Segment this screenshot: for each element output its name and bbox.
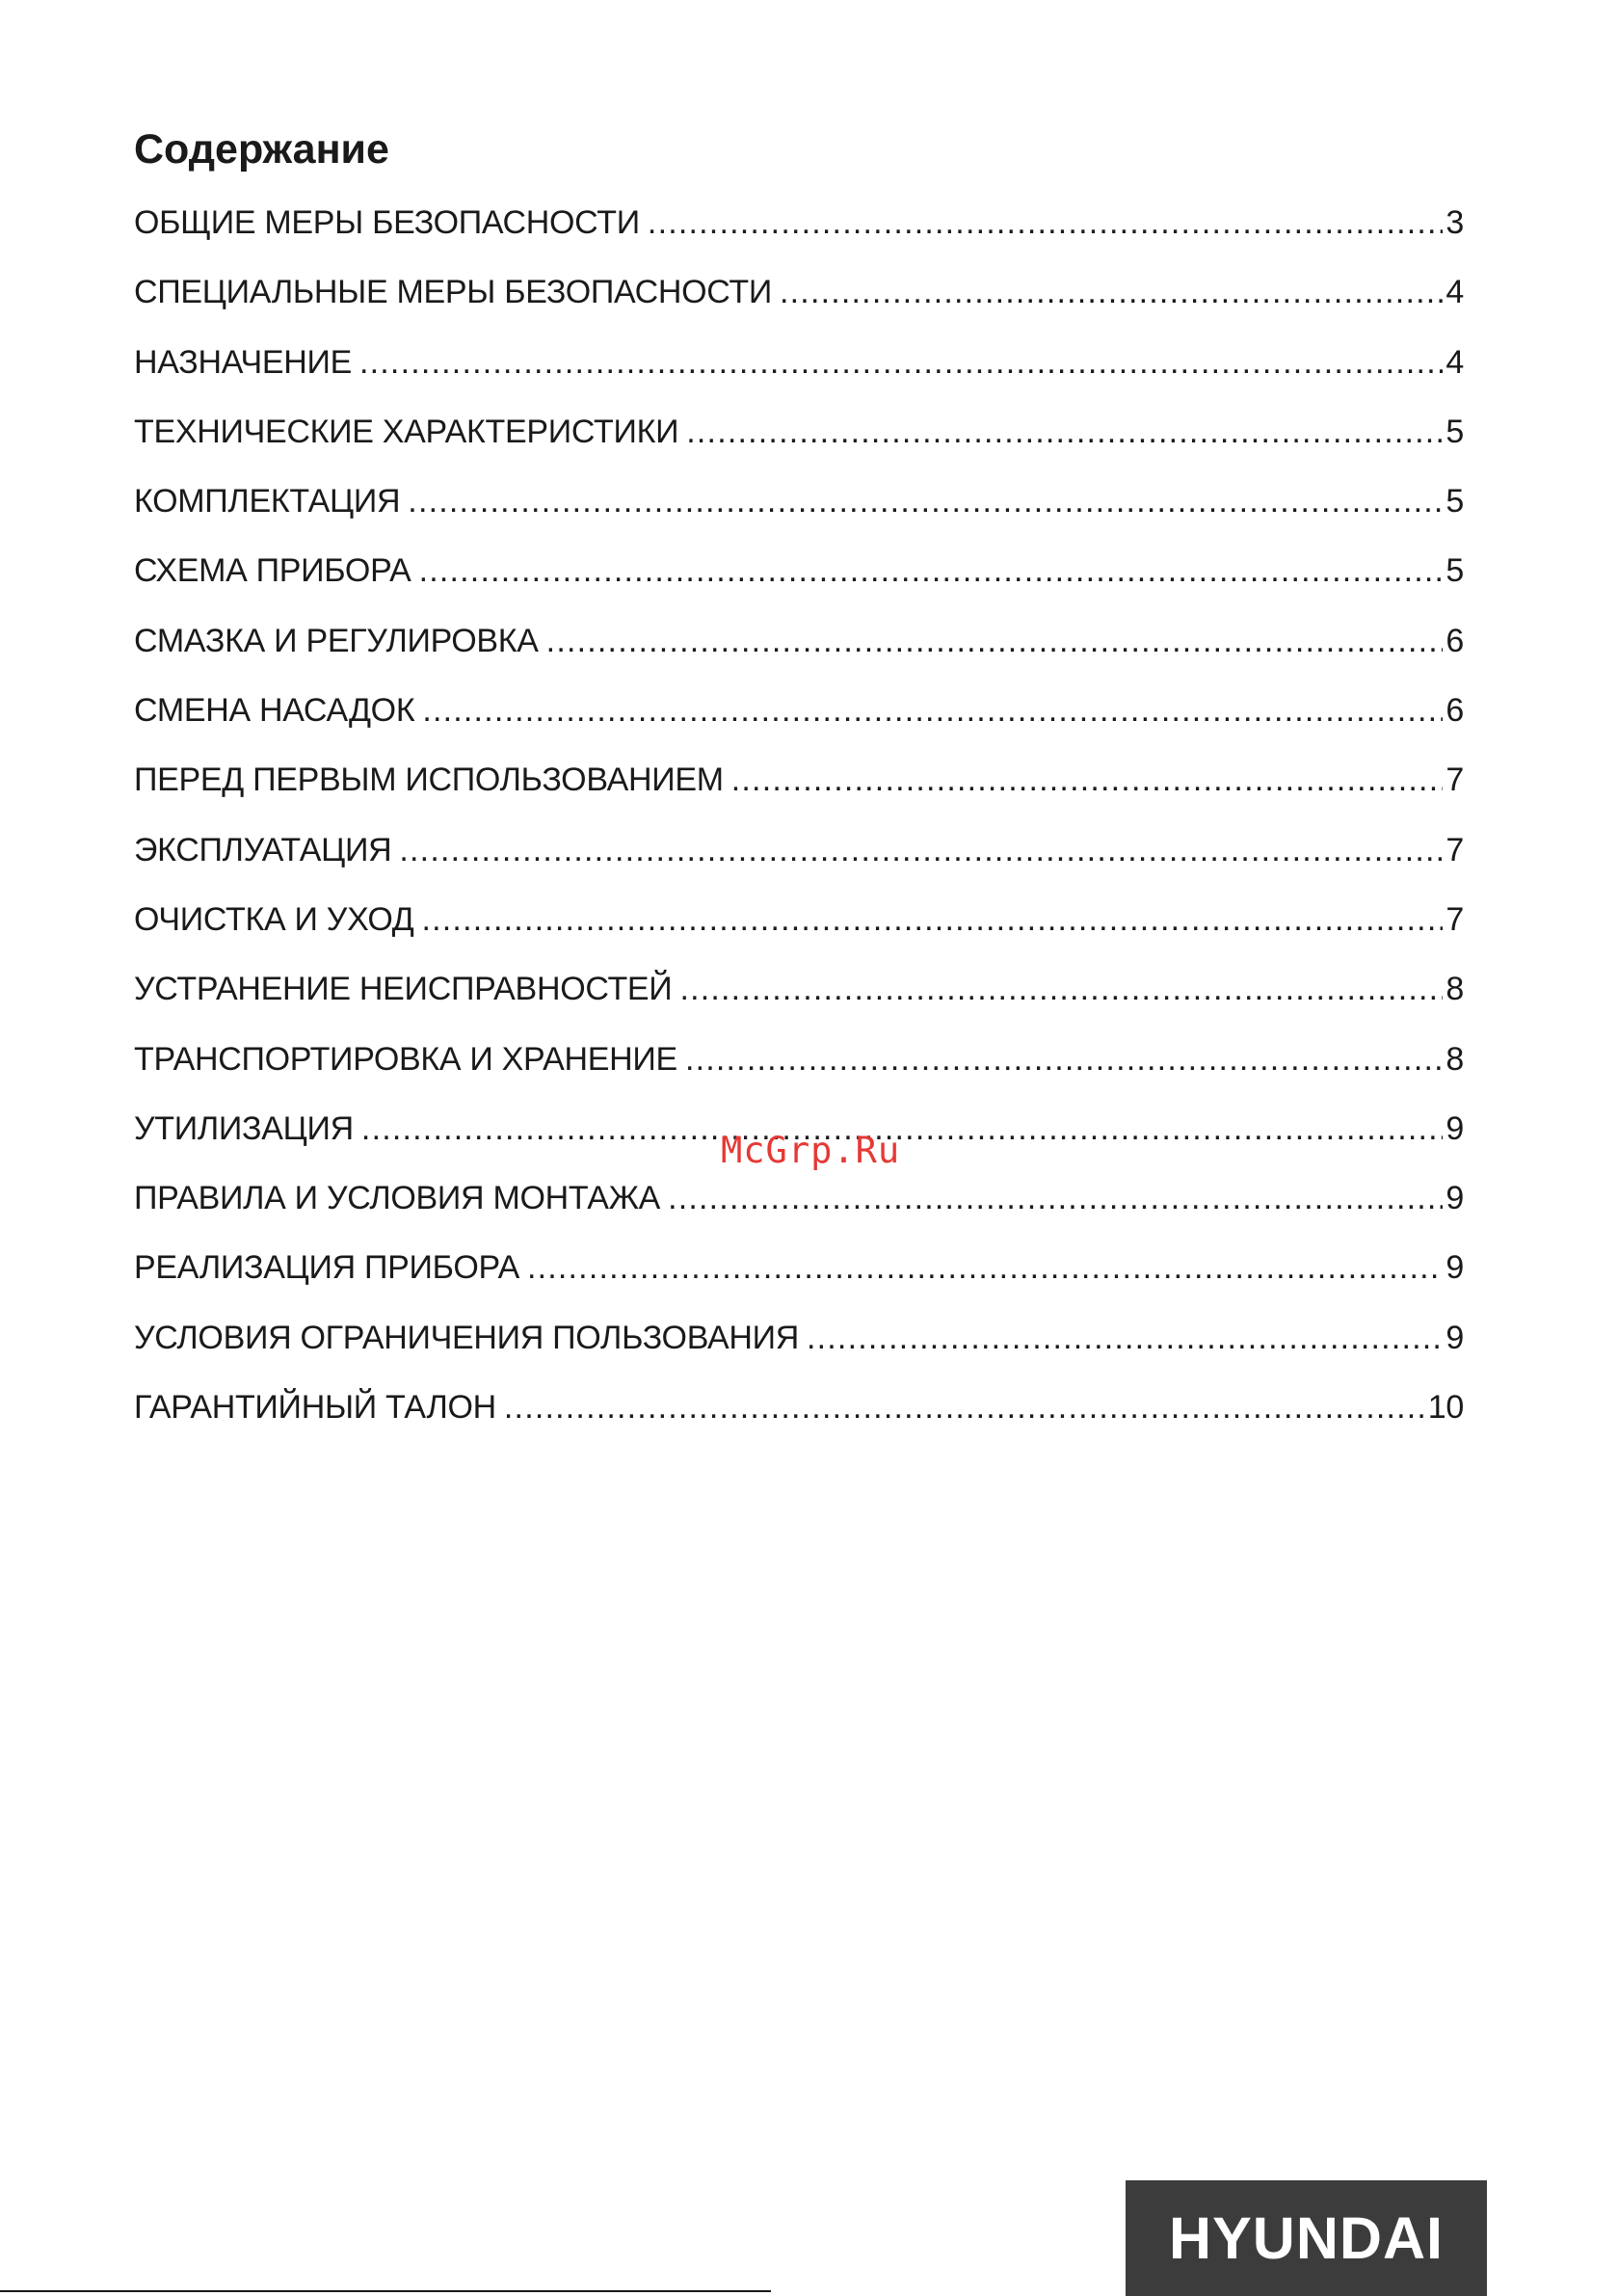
toc-item-label: ОБЩИЕ МЕРЫ БЕЗОПАСНОСТИ bbox=[134, 204, 648, 242]
toc-item-installation-rules[interactable] bbox=[134, 1180, 1464, 1249]
toc-item-label: СМЕНА НАСАДОК bbox=[134, 692, 422, 730]
toc-page-number: 4 bbox=[1446, 343, 1464, 381]
table-of-contents bbox=[134, 204, 1464, 1458]
toc-leader-dots bbox=[359, 344, 1443, 382]
toc-item-label: ОЧИСТКА И УХОД bbox=[134, 901, 421, 939]
toc-leader-dots bbox=[780, 274, 1443, 311]
toc-page-number: 9 bbox=[1446, 1180, 1464, 1217]
toc-page-number: 6 bbox=[1446, 622, 1464, 659]
toc-leader-dots bbox=[648, 204, 1443, 242]
toc-item-usage-restrictions[interactable] bbox=[134, 1320, 1464, 1389]
toc-page-number: 7 bbox=[1446, 900, 1464, 938]
toc-page-number: 3 bbox=[1446, 204, 1464, 241]
toc-page-number: 8 bbox=[1446, 971, 1464, 1008]
toc-leader-dots bbox=[399, 832, 1443, 869]
toc-page-number: 9 bbox=[1446, 1249, 1464, 1287]
toc-leader-dots bbox=[527, 1249, 1443, 1287]
toc-item-device-sale[interactable] bbox=[134, 1249, 1464, 1319]
toc-leader-dots bbox=[679, 971, 1443, 1008]
toc-page-number: 5 bbox=[1446, 413, 1464, 450]
toc-item-label: СМАЗКА И РЕГУЛИРОВКА bbox=[134, 623, 546, 660]
toc-item-label: ПРАВИЛА И УСЛОВИЯ МОНТАЖА bbox=[134, 1180, 668, 1217]
toc-item-label: ПЕРЕД ПЕРВЫМ ИСПОЛЬЗОВАНИЕМ bbox=[134, 761, 731, 799]
toc-item-label: УТИЛИЗАЦИЯ bbox=[134, 1110, 361, 1148]
toc-leader-dots bbox=[419, 552, 1443, 590]
toc-page-number: 10 bbox=[1427, 1389, 1464, 1427]
toc-item-label: ЭКСПЛУАТАЦИЯ bbox=[134, 832, 399, 869]
toc-page-number: 9 bbox=[1446, 1109, 1464, 1147]
toc-leader-dots bbox=[685, 1041, 1443, 1079]
toc-page-number: 7 bbox=[1446, 761, 1464, 799]
page-title: Содержание bbox=[134, 126, 389, 173]
toc-item-warranty-card[interactable] bbox=[134, 1389, 1464, 1458]
toc-item-label: СХЕМА ПРИБОРА bbox=[134, 552, 419, 590]
watermark: McGrp.Ru bbox=[721, 1130, 901, 1171]
toc-item-before-first-use[interactable] bbox=[134, 761, 1464, 831]
toc-item-lubrication[interactable] bbox=[134, 623, 1464, 692]
toc-item-label: ТРАНСПОРТИРОВКА И ХРАНЕНИЕ bbox=[134, 1041, 685, 1079]
toc-item-label: ГАРАНТИЙНЫЙ ТАЛОН bbox=[134, 1389, 504, 1427]
toc-item-label: УСТРАНЕНИЕ НЕИСПРАВНОСТЕЙ bbox=[134, 971, 679, 1008]
toc-item-general-safety[interactable] bbox=[134, 204, 1464, 274]
bottom-rule bbox=[0, 2290, 771, 2292]
toc-item-troubleshooting[interactable] bbox=[134, 971, 1464, 1040]
toc-leader-dots bbox=[421, 901, 1443, 939]
toc-item-label: КОМПЛЕКТАЦИЯ bbox=[134, 483, 408, 521]
toc-leader-dots bbox=[422, 692, 1443, 730]
toc-page-number: 9 bbox=[1446, 1319, 1464, 1356]
toc-page-number: 5 bbox=[1446, 483, 1464, 521]
toc-page-number: 6 bbox=[1446, 692, 1464, 730]
toc-page-number: 4 bbox=[1446, 274, 1464, 311]
toc-leader-dots bbox=[807, 1320, 1443, 1357]
toc-item-label: РЕАЛИЗАЦИЯ ПРИБОРА bbox=[134, 1249, 527, 1287]
toc-item-transport-storage[interactable] bbox=[134, 1041, 1464, 1110]
toc-item-operation[interactable] bbox=[134, 832, 1464, 901]
toc-leader-dots bbox=[668, 1180, 1443, 1217]
toc-item-cleaning-care[interactable] bbox=[134, 901, 1464, 971]
toc-item-special-safety[interactable] bbox=[134, 274, 1464, 343]
toc-leader-dots bbox=[361, 1110, 1443, 1148]
toc-leader-dots bbox=[731, 761, 1443, 799]
toc-item-changing-attachments[interactable] bbox=[134, 692, 1464, 761]
toc-item-purpose[interactable] bbox=[134, 344, 1464, 414]
toc-item-label: НАЗНАЧЕНИЕ bbox=[134, 344, 359, 382]
toc-item-package-contents[interactable] bbox=[134, 483, 1464, 552]
toc-item-device-diagram[interactable] bbox=[134, 552, 1464, 622]
toc-page-number: 8 bbox=[1446, 1040, 1464, 1078]
toc-page-number: 5 bbox=[1446, 552, 1464, 590]
brand-logo-box bbox=[1126, 2180, 1487, 2296]
toc-leader-dots bbox=[408, 483, 1443, 521]
toc-leader-dots bbox=[504, 1389, 1426, 1427]
toc-item-label: УСЛОВИЯ ОГРАНИЧЕНИЯ ПОЛЬЗОВАНИЯ bbox=[134, 1320, 807, 1357]
toc-leader-dots bbox=[546, 623, 1443, 660]
toc-item-label: ТЕХНИЧЕСКИЕ ХАРАКТЕРИСТИКИ bbox=[134, 414, 686, 451]
toc-item-label: СПЕЦИАЛЬНЫЕ МЕРЫ БЕЗОПАСНОСТИ bbox=[134, 274, 780, 311]
toc-page-number: 7 bbox=[1446, 831, 1464, 868]
toc-leader-dots bbox=[686, 414, 1443, 451]
brand-logo: HYUNDAI bbox=[1169, 2205, 1444, 2271]
toc-item-specifications[interactable] bbox=[134, 414, 1464, 483]
